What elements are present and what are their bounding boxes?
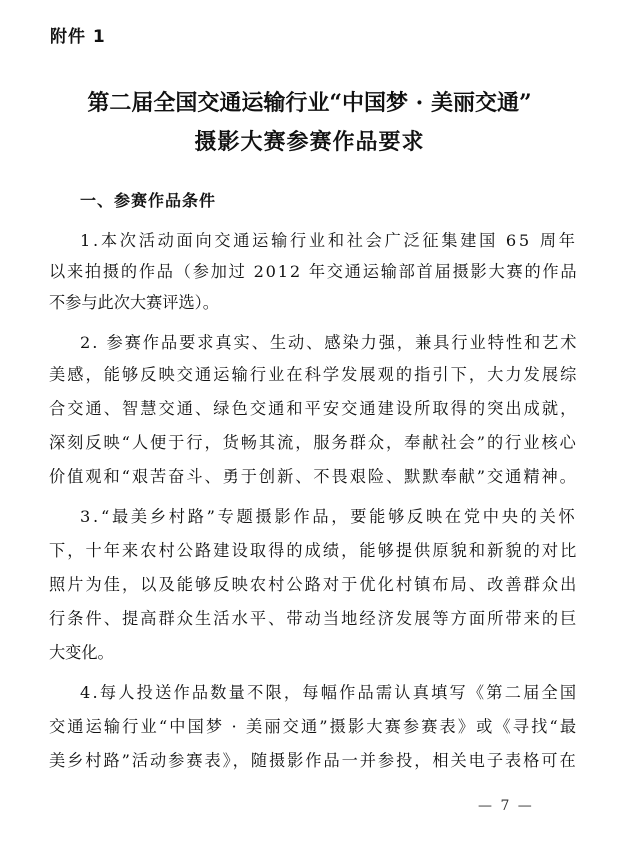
document-title-line-2: 摄影大赛参赛作品要求	[194, 129, 425, 155]
body-line: 大变化。	[49, 643, 114, 662]
body-line: 3.“最美乡村路”专题摄影作品，要能够反映在党中央的关怀	[80, 507, 578, 526]
document-title-line-1: 第二届全国交通运输行业“中国梦 · 美丽交通”	[87, 90, 532, 116]
body-line: 不参与此次大赛评选）。	[49, 293, 219, 312]
body-line: 美乡村路”活动参赛表》，随摄影作品一并参投，相关电子表格可在	[49, 751, 578, 770]
body-line: 以来拍摄的作品（参加过 2012 年交通运输部首届摄影大赛的作品	[49, 262, 579, 281]
body-line: 美感，能够反映交通运输行业在科学发展观的指引下，大力发展综	[49, 365, 579, 384]
body-line: 合交通、智慧交通、绿色交通和平安交通建设所取得的突出成就，	[49, 399, 579, 418]
body-line: 1.本次活动面向交通运输行业和社会广泛征集建国 65 周年	[80, 231, 578, 250]
body-line: 4.每人投送作品数量不限，每幅作品需认真填写《第二届全国	[80, 683, 579, 702]
page-number: — 7 —	[478, 798, 534, 814]
body-line: 交通运输行业“中国梦 · 美丽交通”摄影大赛参赛表》或《寻找“最	[49, 717, 579, 736]
body-line: 下，十年来农村公路建设取得的成绩，能够提供原貌和新貌的对比	[49, 541, 579, 560]
attachment-label: 附件 1	[50, 27, 106, 47]
body-line: 行条件、提高群众生活水平、带动当地经济发展等方面所带来的巨	[49, 609, 579, 628]
body-line: 2. 参赛作品要求真实、生动、感染力强，兼具行业特性和艺术	[80, 333, 579, 352]
section-heading: 一、参赛作品条件	[80, 191, 217, 210]
body-line: 深刻反映“人便于行，货畅其流，服务群众，奉献社会”的行业核心	[49, 433, 578, 452]
body-line: 照片为佳，以及能够反映农村公路对于优化村镇布局、改善群众出	[49, 575, 579, 594]
body-line: 价值观和“艰苦奋斗、勇于创新、不畏艰险、默默奉献”交通精神。	[49, 467, 578, 486]
